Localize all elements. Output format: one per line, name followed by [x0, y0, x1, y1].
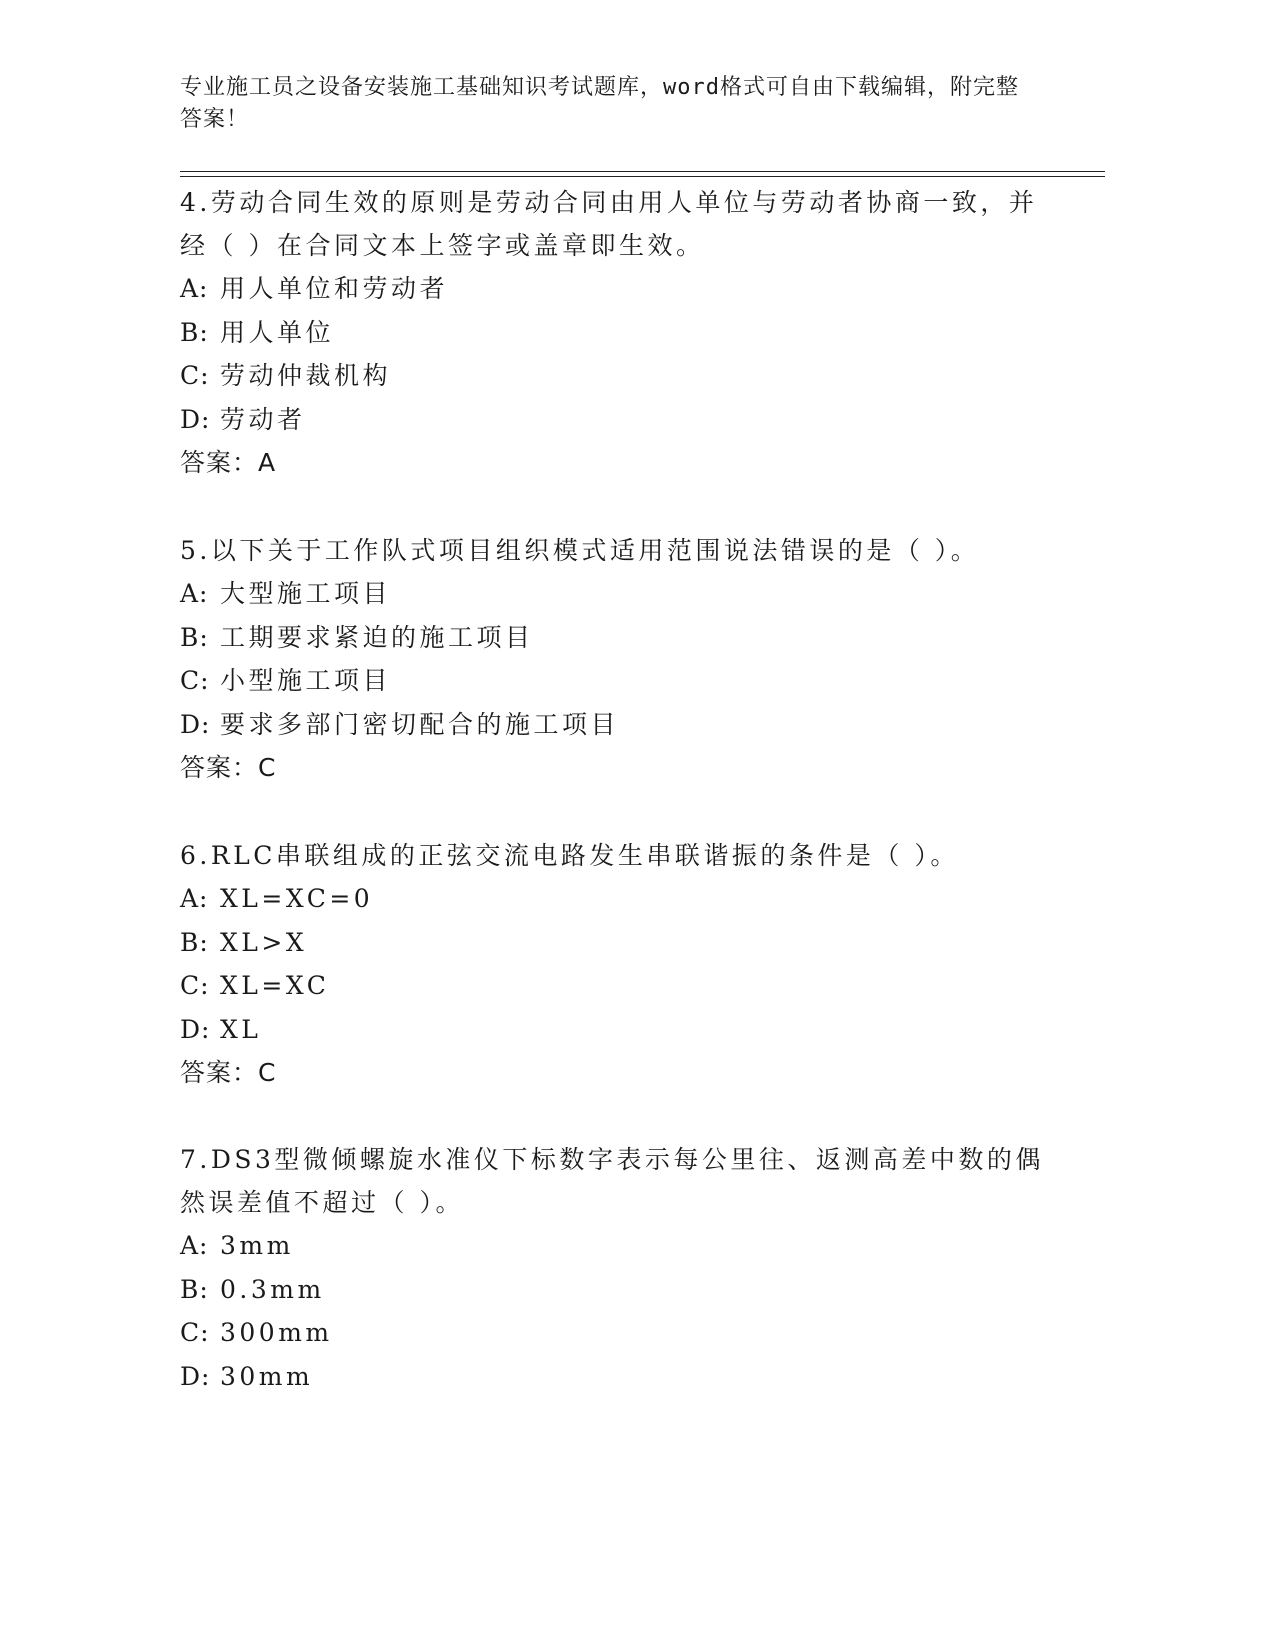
option-letter: A:: [180, 884, 209, 913]
question-stem: 6.RLC串联组成的正弦交流电路发生串联谐振的条件是（ ）。: [180, 841, 959, 870]
option-a: [180, 877, 1060, 921]
option-d: [180, 398, 1060, 442]
document-header: 专业施工员之设备安装施工基础知识考试题库，word格式可自由下载编辑，附完整答案！: [180, 75, 1019, 132]
option-text: 劳动者: [220, 404, 306, 434]
option-text: 劳动仲裁机构: [220, 361, 392, 390]
option-letter: C:: [180, 1318, 210, 1347]
option-text: XL=XC=0: [220, 884, 374, 913]
option-letter: D:: [180, 404, 211, 434]
option-letter: B:: [180, 317, 209, 347]
option-b: [180, 616, 1060, 660]
answer-line: 答案：A: [180, 448, 277, 477]
header-rule-bottom: [180, 176, 1105, 177]
option-c: [180, 1311, 1060, 1355]
option-text: 3mm: [220, 1231, 294, 1260]
option-text: 工期要求紧迫的施工项目: [220, 622, 534, 652]
option-c: [180, 964, 1060, 1008]
header-rule-top: [180, 171, 1105, 172]
answer-line: 答案：C: [180, 753, 277, 782]
question-stem: 7.DS3型微倾螺旋水准仪下标数字表示每公里往、返测高差中数的偶然误差值不超过（ ）。: [180, 1145, 1044, 1217]
question-4: [180, 181, 1060, 484]
option-letter: D:: [180, 709, 211, 739]
question-7: [180, 1138, 1060, 1398]
option-letter: D:: [180, 1014, 211, 1044]
option-a: [180, 1224, 1060, 1268]
option-letter: B:: [180, 1274, 209, 1304]
option-letter: C:: [180, 666, 210, 695]
option-b: [180, 921, 1060, 965]
answer-line: 答案：C: [180, 1058, 277, 1087]
option-letter: C:: [180, 361, 210, 390]
option-letter: A:: [180, 274, 209, 303]
option-letter: B:: [180, 927, 209, 957]
option-a: [180, 267, 1060, 311]
option-b: [180, 1268, 1060, 1312]
option-letter: A:: [180, 1231, 209, 1260]
option-letter: D:: [180, 1361, 211, 1391]
question-stem: 4.劳动合同生效的原则是劳动合同由用人单位与劳动者协商一致，并经（ ）在合同文本上签字或盖章即生效。: [180, 188, 1038, 260]
option-d: [180, 1008, 1060, 1052]
option-text: 大型施工项目: [220, 579, 392, 608]
question-6: [180, 834, 1060, 1094]
option-text: 小型施工项目: [220, 666, 392, 695]
option-text: XL=XC: [220, 971, 330, 1000]
option-text: 30mm: [220, 1361, 314, 1391]
option-text: 用人单位: [220, 317, 335, 347]
option-text: XL: [220, 1014, 262, 1044]
option-a: [180, 572, 1060, 616]
option-d: [180, 1355, 1060, 1399]
option-c: [180, 354, 1060, 398]
question-stem: 5.以下关于工作队式项目组织模式适用范围说法错误的是（ ）。: [180, 536, 980, 565]
option-text: 300mm: [220, 1318, 333, 1347]
option-text: XL>X: [220, 927, 308, 957]
option-letter: C:: [180, 971, 210, 1000]
option-c: [180, 659, 1060, 703]
option-letter: B:: [180, 622, 209, 652]
option-letter: A:: [180, 579, 209, 608]
option-text: 0.3mm: [220, 1274, 325, 1304]
option-b: [180, 311, 1060, 355]
option-d: [180, 703, 1060, 747]
question-5: [180, 529, 1060, 789]
option-text: 用人单位和劳动者: [220, 274, 449, 303]
option-text: 要求多部门密切配合的施工项目: [220, 709, 620, 739]
